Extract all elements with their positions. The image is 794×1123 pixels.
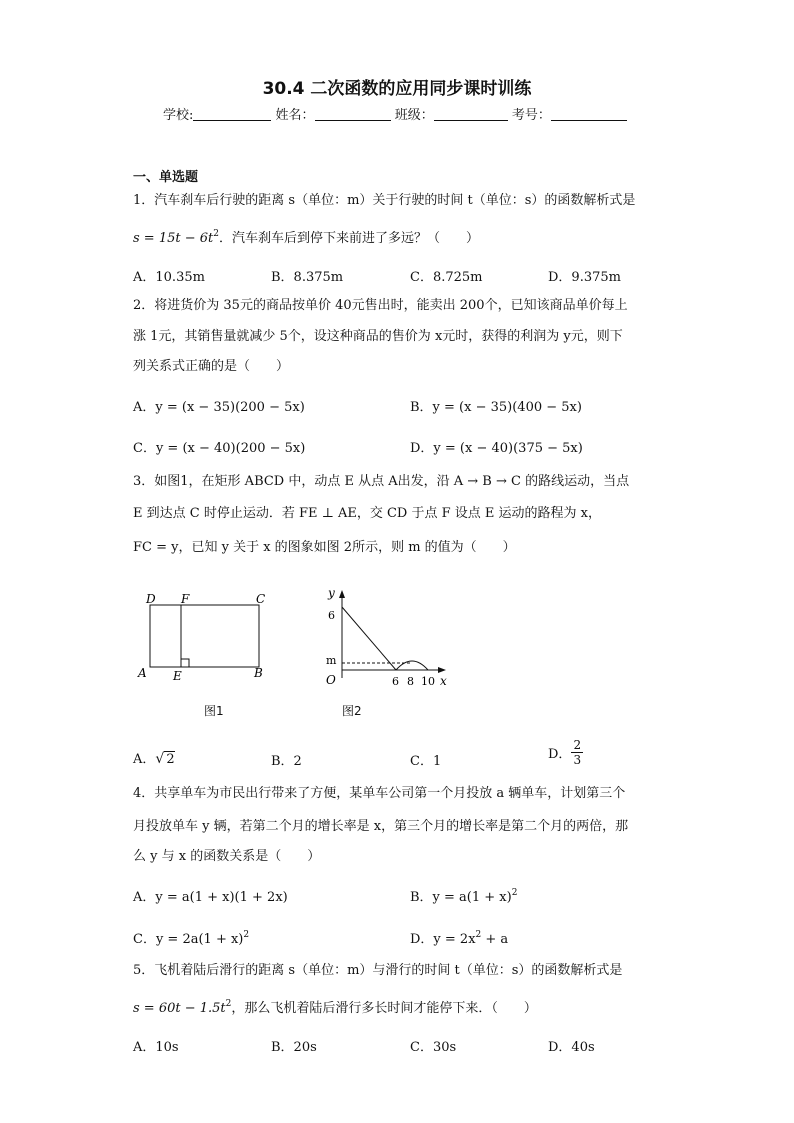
- q5-option-b[interactable]: B．20s: [271, 1040, 317, 1055]
- q5-line1: 5．飞机着陆后滑行的距离 s（单位：m）与滑行的时间 t（单位：s）的函数解析式是: [133, 963, 623, 978]
- y-axis-label: y: [328, 586, 335, 600]
- q4-line3: 么 y 与 x 的函数关系是（ ）: [133, 849, 321, 864]
- q5-option-d[interactable]: D．40s: [548, 1040, 595, 1055]
- name-label: 姓名：: [275, 108, 315, 123]
- m-label: m: [326, 654, 337, 667]
- student-info-line: [163, 104, 627, 123]
- q5-option-c[interactable]: C．30s: [410, 1040, 457, 1055]
- q2-line3: 列关系式正确的是（ ）: [133, 359, 290, 374]
- graph-arc: [396, 661, 428, 670]
- q4-option-c-text: C．y = 2a(1 + x): [133, 932, 244, 947]
- q3-option-a[interactable]: A．√ 2: [133, 751, 175, 767]
- q4-option-d-exp: 2: [475, 930, 482, 940]
- q4-option-c-exp: 2: [243, 930, 250, 940]
- q1-formula-exp: 2: [213, 229, 219, 239]
- q3-option-a-sqrt: 2: [166, 752, 175, 767]
- school-label: 学校:: [163, 108, 194, 123]
- q5-formula: s = 60t − 1.5t: [133, 1001, 226, 1016]
- q4-line2: 月投放单车 y 辆，若第二个月的增长率是 x，第三个月的增长率是第二个月的两倍，那: [133, 819, 629, 834]
- q2-option-a[interactable]: A．y = (x − 35)(200 − 5x): [133, 400, 305, 415]
- q4-option-d-text: D．y = 2x: [410, 932, 476, 947]
- x-tick-10: 10: [421, 675, 435, 688]
- q1-line2: [133, 230, 479, 245]
- q3-option-c[interactable]: C．1: [410, 754, 442, 769]
- q2-option-d[interactable]: D．y = (x − 40)(375 − 5x): [410, 441, 583, 456]
- q3-option-d-fraction: [571, 738, 583, 767]
- x-tick-8: 8: [407, 675, 414, 688]
- q1-line1: 1．汽车刹车后行驶的距离 s（单位：m）关于行驶的时间 t（单位：s）的函数解析式是: [133, 193, 636, 208]
- q3-option-b[interactable]: B．2: [271, 754, 302, 769]
- fraction-numerator: 2: [573, 738, 582, 752]
- q4-option-b-exp: 2: [511, 888, 518, 898]
- q1-line2-rest: ．汽车刹车后到停下来前进了多远？（ ）: [218, 231, 479, 246]
- q1-option-c[interactable]: C．8.725m: [410, 270, 483, 285]
- label-b: B: [254, 666, 263, 680]
- q4-option-b[interactable]: [410, 886, 517, 905]
- q4-option-d-tail: + a: [481, 932, 509, 947]
- q2-line2: 涨 1元，其销售量就减少 5个，设这种商品的售价为 x元时，获得的利润为 y元，则下: [133, 329, 623, 344]
- q4-line1: 4．共享单车为市民出行带来了方便，某单车公司第一个月投放 a 辆单车，计划第三个: [133, 786, 626, 801]
- q1-option-a[interactable]: A．10.35m: [133, 270, 205, 285]
- class-blank[interactable]: [434, 108, 508, 121]
- q2-option-c[interactable]: C．y = (x − 40)(200 − 5x): [133, 441, 306, 456]
- q3-option-d[interactable]: [548, 738, 583, 767]
- section-title: 一、单选题: [133, 170, 199, 185]
- q2-option-b[interactable]: B．y = (x − 35)(400 − 5x): [410, 400, 582, 415]
- x-axis-arrow: [438, 667, 446, 673]
- q3-line2: E 到达点 C 时停止运动．若 FE ⊥ AE，交 CD 于点 F 设点 E 运动的路程为 x，: [133, 506, 601, 521]
- q5-line2: [133, 1000, 537, 1015]
- q3-option-a-prefix: A．: [133, 752, 156, 767]
- label-d: D: [146, 592, 156, 606]
- q5-formula-exp: 2: [225, 999, 232, 1009]
- q3-line1: 3．如图1，在矩形 ABCD 中，动点 E 从点 A出发，沿 A → B → C 的路线运动，当点: [133, 474, 630, 489]
- label-f: F: [181, 592, 190, 606]
- rectangle-abcd: [150, 605, 259, 667]
- x-tick-6: 6: [392, 675, 399, 688]
- name-blank[interactable]: [315, 108, 391, 121]
- class-label: 班级：: [394, 108, 434, 123]
- figure-1-caption: 图1: [204, 704, 224, 718]
- origin-label: O: [326, 673, 336, 687]
- q4-option-b-text: B．y = a(1 + x): [410, 890, 512, 905]
- label-e: E: [173, 669, 182, 683]
- q4-option-d[interactable]: [410, 928, 508, 947]
- q1-formula: s = 15t − 6t: [133, 231, 214, 246]
- q3-option-d-prefix: D．: [548, 747, 572, 762]
- fraction-denominator: 3: [573, 753, 582, 767]
- figure-1-rectangle: [135, 588, 275, 688]
- right-angle-mark: [181, 659, 189, 667]
- q1-option-b[interactable]: B．8.375m: [271, 270, 344, 285]
- q5-line2-rest: ，那么飞机着陆后滑行多长时间才能停下来．（ ）: [231, 1001, 537, 1016]
- label-c: C: [256, 592, 266, 606]
- id-blank[interactable]: [551, 108, 627, 121]
- q5-option-a[interactable]: A．10s: [133, 1040, 179, 1055]
- q3-line3: FC = y，已知 y 关于 x 的图象如图 2所示，则 m 的值为（ ）: [133, 540, 516, 555]
- id-label: 考号：: [511, 108, 551, 123]
- figure-2-graph: [318, 586, 458, 690]
- q4-option-a[interactable]: A．y = a(1 + x)(1 + 2x): [133, 890, 288, 905]
- label-a: A: [138, 666, 147, 680]
- q1-option-d[interactable]: D．9.375m: [548, 270, 621, 285]
- school-blank[interactable]: [193, 108, 271, 121]
- graph-segment: [342, 607, 396, 670]
- x-axis-label: x: [440, 674, 447, 688]
- figure-2-caption: 图2: [342, 704, 362, 718]
- q4-option-c[interactable]: [133, 928, 249, 947]
- y-axis-arrow: [339, 590, 345, 598]
- q2-line1: 2．将进货价为 35元的商品按单价 40元售出时，能卖出 200个，已知该商品单价每上: [133, 298, 628, 313]
- y-tick-6: 6: [328, 609, 335, 622]
- page-title: 30.4 二次函数的应用同步课时训练: [262, 79, 532, 99]
